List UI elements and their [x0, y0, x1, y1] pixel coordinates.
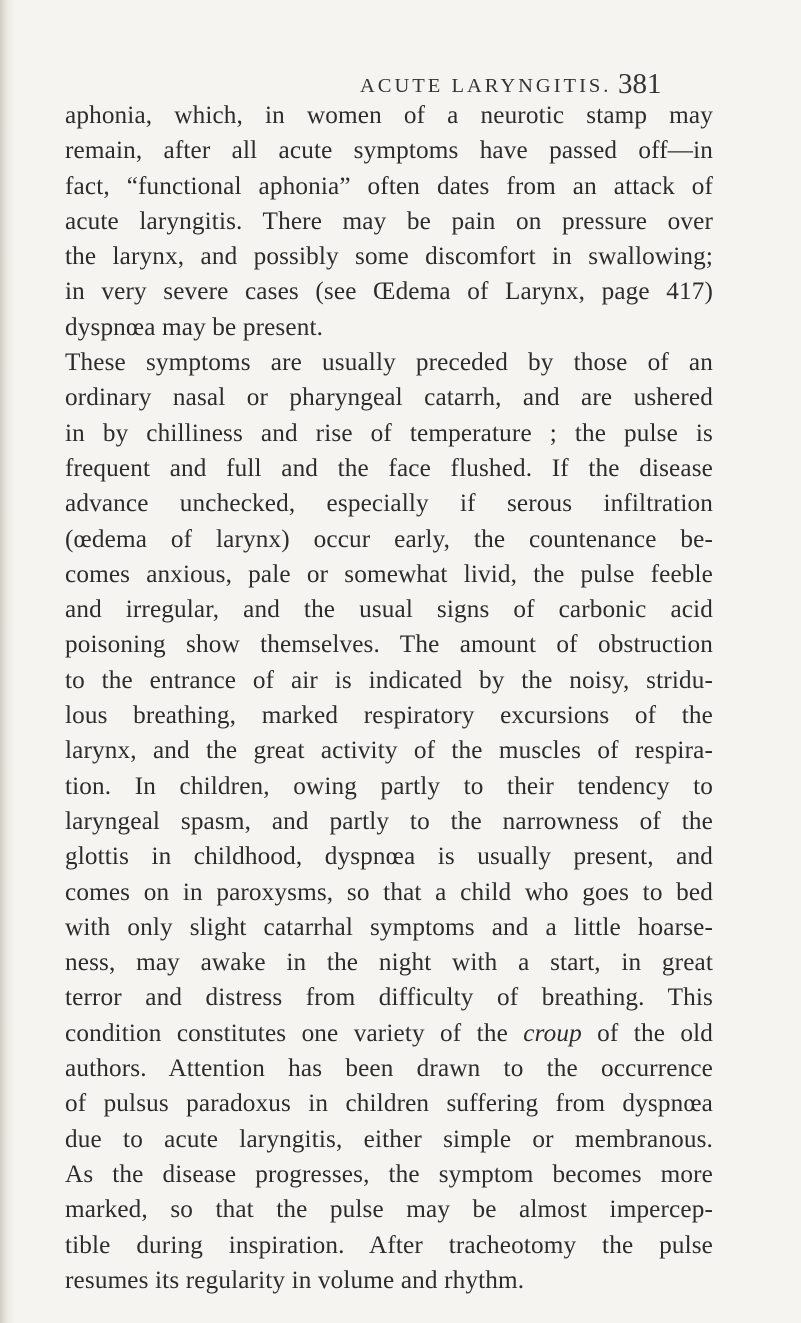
- text-line: tion. In children, owing partly to their tendency to: [65, 772, 713, 800]
- text-line: and irregular, and the usual signs of carbonic acid: [65, 596, 713, 624]
- page-number: 381: [618, 68, 662, 100]
- text-line: comes anxious, pale or somewhat livid, the pulse feeble: [65, 560, 713, 588]
- text-line: ness, may awake in the night with a start, in great: [65, 949, 713, 977]
- text-segment: condition constitutes one variety of the: [65, 1019, 524, 1047]
- text-line: aphonia, which, in women of a neurotic stamp may: [65, 102, 713, 129]
- body-text: [65, 98, 713, 1298]
- text-line: advance unchecked, especially if serous infiltration: [65, 490, 713, 518]
- text-line: terror and distress from difficulty of breathing. This: [65, 984, 713, 1012]
- text-line: As the disease progresses, the symptom becomes more: [65, 1160, 713, 1188]
- text-line: larynx, and the great activity of the muscles of respira-: [65, 737, 713, 765]
- text-line: with only slight catarrhal symptoms and a little hoarse-: [65, 913, 713, 941]
- text-line: in very severe cases (see Œdema of Larynx, page 417): [65, 278, 713, 306]
- text-line: dyspnœa may be present.: [65, 313, 324, 341]
- text-line: marked, so that the pulse may be almost impercep-: [65, 1196, 713, 1224]
- text-line: These symptoms are usually preceded by those of an: [65, 349, 713, 377]
- text-line-with-italic: [65, 1016, 713, 1051]
- text-line: authors. Attention has been drawn to the occurrence: [65, 1055, 713, 1083]
- text-line: comes on in paroxysms, so that a child who goes to bed: [65, 878, 713, 906]
- text-line: of pulsus paradoxus in children suffering from dyspnœa: [65, 1090, 713, 1118]
- text-line: tible during inspiration. After tracheotomy the pulse: [65, 1231, 713, 1259]
- text-line: laryngeal spasm, and partly to the narrowness of the: [65, 807, 713, 835]
- text-line: ordinary nasal or pharyngeal catarrh, and are ushered: [65, 384, 713, 412]
- text-line: fact, “functional aphonia” often dates from an attack of: [65, 172, 713, 200]
- text-line: resumes its regularity in volume and rhythm.: [65, 1266, 525, 1294]
- text-line: acute laryngitis. There may be pain on pressure over: [65, 207, 713, 235]
- page-edge-shadow: [0, 0, 14, 1323]
- text-line: the larynx, and possibly some discomfort in swallowing;: [65, 243, 713, 271]
- text-line: remain, after all acute symptoms have passed off—in: [65, 137, 713, 165]
- italic-term-croup: croup: [523, 1019, 582, 1047]
- text-line: frequent and full and the face flushed. If the disease: [65, 454, 713, 482]
- text-line: in by chilliness and rise of temperature ; the pulse is: [65, 419, 713, 447]
- text-line: to the entrance of air is indicated by the noisy, stridu-: [65, 666, 713, 694]
- text-line: lous breathing, marked respiratory excursions of the: [65, 702, 713, 730]
- text-segment: of the old: [581, 1019, 713, 1047]
- text-line: due to acute laryngitis, either simple or membranous.: [65, 1125, 713, 1153]
- text-line: poisoning show themselves. The amount of obstruction: [65, 631, 713, 659]
- running-title: ACUTE LARYNGITIS.: [360, 75, 612, 97]
- text-line: glottis in childhood, dyspnœa is usually present, and: [65, 843, 713, 871]
- text-line: (œdema of larynx) occur early, the countenance be-: [65, 525, 713, 553]
